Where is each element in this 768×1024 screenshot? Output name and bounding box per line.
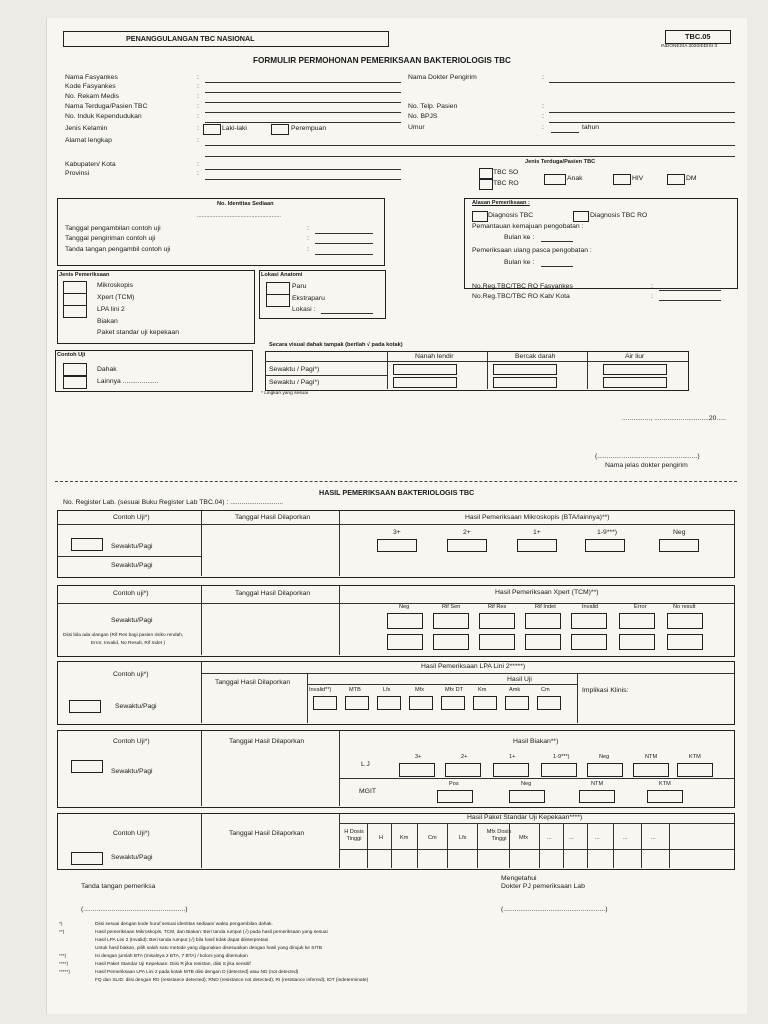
dst-grid-line — [509, 823, 510, 868]
checkbox-bercak-1[interactable] — [493, 364, 557, 375]
lj-col-2: 2+ — [461, 754, 468, 760]
checkbox-lpa-invalid[interactable] — [313, 696, 337, 710]
checkbox-xpert-error-2[interactable] — [619, 634, 655, 650]
xpert-title: Hasil Pemeriksaan Xpert (TCM)**) — [495, 589, 599, 596]
checkbox-lj-1-9[interactable] — [541, 763, 577, 777]
dst-col-h: H — [379, 835, 384, 841]
xpert-date-col: Tanggal Hasil Dilaporkan — [235, 590, 311, 597]
culture-col-line — [339, 730, 340, 806]
dst-col-mfx-dosis-tinggi: Mfx Dosis Tinggi — [486, 829, 512, 843]
checkbox-xpert-rif-sen-2[interactable] — [433, 634, 469, 650]
micro-title: Hasil Pemeriksaan Mikroskopis (BTA/lainnya)**) — [465, 514, 610, 521]
label-diagnosis-tbc: Diagnosis TBC — [488, 212, 534, 219]
colon: : — [651, 283, 653, 290]
micro-grade-1: 1+ — [533, 529, 541, 536]
checkbox-micro-1[interactable] — [517, 539, 557, 552]
dst-grid-line — [367, 823, 368, 868]
label-alamat: Alamat lengkap — [65, 137, 112, 144]
label-bulan-ke-1: Bulan ke : — [504, 234, 535, 241]
label-diagnosis-tbc-ro: Diagnosis TBC RO — [590, 212, 648, 219]
colon: : — [542, 103, 544, 110]
label-dokter-pengirim: Nama Dokter Pengirim — [408, 74, 477, 81]
lpa-col-line — [307, 673, 308, 723]
label-lpa: LPA lini 2 — [97, 306, 125, 313]
checkbox-lj-3[interactable] — [399, 763, 435, 777]
colon: : — [197, 113, 199, 120]
dst-col-lfx: Lfx — [459, 835, 467, 841]
visual-table-row-line — [265, 361, 688, 362]
colon: : — [542, 74, 544, 81]
input-nik[interactable] — [205, 122, 401, 123]
input-tgl-pengambilan[interactable] — [315, 233, 373, 234]
checkbox-anak[interactable] — [544, 174, 566, 185]
form-page — [46, 18, 747, 1014]
suspect-type-title: Jenis Terduga/Pasien TBC — [525, 159, 596, 165]
checkbox-diagnosis-tbc-ro[interactable] — [573, 211, 589, 222]
checkbox-tbc-so[interactable] — [479, 168, 493, 179]
dst-col-extra-4: ... — [623, 835, 628, 841]
checkbox-nanah-2[interactable] — [393, 377, 457, 388]
label-reg-kab: No.Reg.TBC/TBC RO Kab/ Kota — [472, 293, 570, 300]
label-anak: Anak — [567, 175, 583, 182]
label-lokasi: Lokasi : — [292, 306, 316, 313]
xpert-row: Sewaktu/Pagi — [111, 617, 153, 624]
footnote-1: Diisi sesuai dengan kode huruf sesuai identitas sediaan/ waktu pengambilan dahak. — [95, 922, 273, 927]
input-nama-fasyankes[interactable] — [205, 82, 401, 83]
dst-col-extra-2: ... — [569, 835, 574, 841]
visual-table-col-line — [387, 351, 388, 389]
label-ekstraparu: Ekstraparu — [292, 295, 325, 302]
footnote-4: Untuk hasil biakan, pilih salah satu metode yang digunakan disesuaikan dengan hasil yang dirujuk ke SITB — [95, 946, 322, 951]
checkbox-micro-neg[interactable] — [659, 539, 699, 552]
input-telp-pasien[interactable] — [549, 112, 735, 113]
sign-examiner: Tanda tangan pemeriksa — [81, 883, 156, 890]
visual-col-air-liur: Air liur — [625, 353, 645, 360]
colon: : — [542, 124, 544, 131]
dst-grid-line — [391, 823, 392, 868]
lj-col-ktm: KTM — [689, 754, 701, 760]
footnote-7: Hasil Pemeriksaan LPA Lini 2 pada kotak MTB diisi dengan D (detected) atau ND (not detected) — [95, 970, 299, 975]
label-tbc-ro: TBC RO — [493, 180, 519, 187]
footnote-mark-1: *) — [59, 922, 63, 927]
checkbox-dm[interactable] — [667, 174, 685, 185]
label-umur: Umur — [408, 124, 425, 131]
lpa-col-mtb: MTB — [349, 687, 361, 693]
colon: : — [197, 161, 199, 168]
checkbox-xpert-invalid-2[interactable] — [571, 634, 607, 650]
lpa-col-line — [577, 673, 578, 723]
dst-col-extra-3: ... — [595, 835, 600, 841]
checkbox-xpert-no-result-1[interactable] — [667, 613, 703, 629]
checkbox-xpert-rif-indet-1[interactable] — [525, 613, 561, 629]
micro-grade-neg: Neg — [673, 529, 686, 536]
checkbox-bercak-2[interactable] — [493, 377, 557, 388]
program-header-box — [63, 31, 389, 47]
checkbox-mgit-neg[interactable] — [509, 790, 545, 803]
colon: : — [307, 235, 309, 242]
input-bulan-ke-2[interactable] — [541, 266, 573, 267]
checkbox-xpert-no-result-2[interactable] — [667, 634, 703, 650]
checkbox-lpa-mtb[interactable] — [345, 696, 369, 710]
checkbox-lj-neg[interactable] — [587, 763, 623, 777]
checkbox-xpert-neg-1[interactable] — [387, 613, 423, 629]
dst-row: Sewaktu/Pagi — [111, 854, 153, 861]
checkbox-xpert-invalid-1[interactable] — [571, 613, 607, 629]
mgit-col-pos: Pos — [449, 781, 459, 787]
checkbox-tbc-ro[interactable] — [479, 179, 493, 190]
signature-date[interactable]: ..............., .............................20..... — [622, 415, 726, 422]
dst-col-line — [339, 813, 340, 868]
input-lokasi[interactable] — [321, 313, 373, 314]
colon: : — [197, 170, 199, 177]
lpa-col-lfx: Lfx — [383, 687, 391, 693]
footnote-6: Hasil Paket Standar Uji Kepekaan: Diisi R jika resistan, diisi S jika sensitif — [95, 962, 251, 967]
results-title: HASIL PEMERIKSAAN BAKTERIOLOGIS TBC — [319, 488, 475, 497]
culture-title: Hasil Biakan**) — [513, 738, 559, 745]
label-provinsi: Provinsi — [65, 170, 90, 177]
input-no-rekam-medis[interactable] — [205, 102, 401, 103]
lpa-date-col: Tanggal Hasil Dilaporkan — [215, 679, 291, 686]
xpert-col-line — [201, 585, 202, 655]
dst-section — [57, 813, 735, 870]
anatomy-title: Lokasi Anatomi — [261, 272, 303, 278]
input-dokter-pengirim[interactable] — [549, 82, 735, 83]
dst-grid-line — [613, 823, 614, 868]
footnote-8: FQ dan SLID: diisi dengan RD (resistance detected); RND (resistance not detected); RI (resistance inferred); IDT (indeterminate) — [95, 978, 369, 983]
xpert-col-rif-indet: Rif Indet — [535, 604, 556, 610]
micro-date-col: Tanggal Hasil Dilaporkan — [235, 514, 311, 521]
xpert-col-invalid: Invalid — [582, 604, 599, 610]
checkbox-xpert-neg-2[interactable] — [387, 634, 423, 650]
label-jenis-kelamin: Jenis Kelamin — [65, 125, 108, 132]
colon: : — [197, 74, 199, 81]
colon: : — [307, 225, 309, 232]
label-tgl-pengambilan: Tanggal pengambilan contoh uji — [65, 225, 161, 232]
colon: : — [197, 103, 199, 110]
specimen-id-dots[interactable]: ...................................................... — [197, 213, 281, 219]
checkbox-micro-3[interactable] — [377, 539, 417, 552]
micro-sample-col: Contoh Uji*) — [113, 514, 150, 521]
checkbox-hiv[interactable] — [613, 174, 631, 185]
footnote-mark-6: ****) — [59, 962, 69, 967]
dst-col-extra-1: ... — [547, 835, 552, 841]
checkbox-micro-sewaktu[interactable] — [71, 538, 103, 551]
xpert-col-neg: Neg — [399, 604, 410, 610]
checkbox-micro-2[interactable] — [447, 539, 487, 552]
colon: : — [651, 293, 653, 300]
label-dahak: Dahak — [97, 366, 117, 373]
checkbox-air-liur-2[interactable] — [603, 377, 667, 388]
label-perempuan: Perempuan — [291, 125, 327, 132]
label-nama-fasyankes: Nama Fasyankes — [65, 74, 118, 81]
xpert-col-no-result: No result — [673, 604, 696, 610]
footnote-5: Isi dengan jumlah BTA (misalnya 2 BTA, 7 BTA) / koloni yang ditemukan — [95, 954, 248, 959]
input-ttd-pengambil[interactable] — [315, 254, 373, 255]
checkbox-mgit-pos[interactable] — [437, 790, 473, 803]
dst-col-line — [201, 813, 202, 868]
checkbox-xpert-rif-sen-1[interactable] — [433, 613, 469, 629]
checkbox-dahak[interactable] — [63, 363, 87, 376]
label-telp-pasien: No. Telp. Pasien — [408, 103, 458, 110]
micro-row-line — [57, 524, 734, 525]
micro-row-2: Sewaktu/Pagi — [111, 562, 153, 569]
sample-title: Contoh Uji — [57, 352, 86, 358]
input-alamat-1[interactable] — [205, 145, 735, 146]
checkbox-lj-ntm[interactable] — [633, 763, 669, 777]
visual-col-nanah: Nanah lendir — [415, 353, 454, 360]
lj-col-ntm: NTM — [645, 754, 658, 760]
checkbox-lpa-mfx[interactable] — [409, 696, 433, 710]
label-paket-standar: Paket standar uji kepekaan — [97, 329, 179, 336]
lpa-row-line — [201, 673, 734, 674]
sign-known-dots[interactable]: (......................................................) — [501, 906, 608, 913]
culture-mgit: MGIT — [359, 788, 376, 795]
reason-title: Alasan Pemeriksaan : — [472, 200, 530, 206]
form-code-box — [665, 30, 731, 44]
specimen-id-title: No. Identitas Sediaan — [217, 201, 274, 207]
dst-row-line — [339, 849, 734, 850]
checkbox-lpa-mfx-dt[interactable] — [441, 696, 465, 710]
dst-row-line — [339, 823, 734, 824]
input-bpjs[interactable] — [549, 122, 735, 123]
sign-examiner-dots[interactable]: (......................................................) — [81, 906, 188, 913]
lpa-col-mfx: Mfx — [415, 687, 425, 693]
label-nama-pasien: Nama Terduga/Pasien TBC — [65, 103, 148, 110]
label-reg-fasyankes: No.Reg.TBC/TBC RO Fasyankes — [472, 283, 573, 290]
input-reg-fasyankes[interactable] — [659, 290, 721, 291]
checkbox-lpa-lfx[interactable] — [377, 696, 401, 710]
input-provinsi[interactable] — [205, 179, 401, 180]
checkbox-lpa-km[interactable] — [473, 696, 497, 710]
checkbox-xpert-rif-res-2[interactable] — [479, 634, 515, 650]
visual-table-col-line — [487, 351, 488, 389]
input-tgl-pengiriman[interactable] — [315, 243, 373, 244]
dst-sample-col: Contoh Uji*) — [113, 830, 150, 837]
input-alamat-2[interactable] — [205, 156, 735, 157]
checkbox-xpert-error-1[interactable] — [619, 613, 655, 629]
label-bpjs: No. BPJS — [408, 113, 438, 120]
label-paru: Paru — [292, 283, 307, 290]
lpa-col-amk: Amk — [509, 687, 521, 693]
lj-col-neg: Neg — [599, 754, 610, 760]
mgit-col-neg: Neg — [521, 781, 532, 787]
visual-title: Secara visual dahak tampak (berilah √ pada kotak) — [269, 342, 403, 348]
lpa-col-cm: Cm — [541, 687, 550, 693]
exam-type-title: Jenis Pemeriksaan — [59, 272, 110, 278]
xpert-note-1: Diisi bila ada ulangan (Rif Res bagi pasien risiko rendah, — [63, 633, 184, 638]
label-bulan-ke-2: Bulan ke : — [504, 259, 535, 266]
signature-name-dots[interactable]: (.....................................................) — [595, 453, 700, 460]
dst-col-cm: Cm — [428, 835, 437, 841]
culture-row-line — [339, 778, 734, 779]
footnote-mark-7: *****) — [59, 970, 70, 975]
checkbox-ekstraparu[interactable] — [266, 294, 290, 307]
xpert-col-line — [339, 585, 340, 655]
colon: : — [307, 246, 309, 253]
input-bulan-ke-1[interactable] — [541, 241, 573, 242]
form-edition: INDONESIA 2020/EDISI 3 — [661, 44, 717, 49]
checkbox-lj-2[interactable] — [445, 763, 481, 777]
mgit-col-ntm: NTM — [591, 781, 604, 787]
checkbox-xpert-rif-indet-2[interactable] — [525, 634, 561, 650]
form-title: FORMULIR PERMOHONAN PEMERIKSAAN BAKTERIOLOGIS TBC — [253, 56, 511, 65]
dst-title: Hasil Paket Standar Uji Kepekaan****) — [467, 814, 583, 821]
xpert-col-rif-res: Rif Res — [488, 604, 507, 610]
dst-col-km: Km — [400, 835, 409, 841]
lj-col-1-9: 1-9***) — [553, 754, 570, 760]
checkbox-lpa[interactable] — [63, 305, 87, 318]
cut-line — [55, 481, 737, 482]
checkbox-lj-1[interactable] — [493, 763, 529, 777]
culture-col-line — [201, 730, 202, 806]
footnote-2: Hasil pemeriksaan Mikroskopis, TCM, dan Biakan: Beri tanda rumput (√) pada hasil pemeriksaan yang sesuai — [95, 930, 328, 935]
dst-grid-line — [641, 823, 642, 868]
label-tahun: tahun — [582, 124, 600, 131]
checkbox-xpert-rif-res-1[interactable] — [479, 613, 515, 629]
dst-col-mfx: Mfx — [519, 835, 529, 841]
colon: : — [542, 113, 544, 120]
label-laki-laki: Laki-laki — [222, 125, 247, 132]
checkbox-diagnosis-tbc[interactable] — [472, 211, 488, 222]
dst-grid-line — [447, 823, 448, 868]
checkbox-mgit-ktm[interactable] — [647, 790, 683, 803]
reg-lab: No. Register Lab. (sesuai Buku Register Lab TBC.04) : ............................ — [63, 499, 284, 506]
checkbox-perempuan[interactable] — [271, 124, 289, 135]
label-no-rekam-medis: No. Rekam Medis — [65, 93, 120, 100]
label-hiv: HIV — [632, 175, 644, 182]
lpa-col-mfx-dt: Mfx DT — [445, 687, 464, 693]
visual-table-col-line — [587, 351, 588, 389]
dst-col-h-dosis-tinggi: H Dosis Tinggi — [344, 829, 364, 843]
input-reg-kab[interactable] — [659, 300, 721, 301]
dst-grid-line — [587, 823, 588, 868]
label-lainnya: Lainnya ................... — [97, 378, 159, 385]
checkbox-lpa-amk[interactable] — [505, 696, 529, 710]
label-ttd-pengambil: Tanda tangan pengambil contoh uji — [65, 246, 171, 253]
sign-known-2: Dokter PJ pemeriksaan Lab — [501, 883, 585, 890]
label-pemeriksaan-ulang: Pemeriksaan ulang pasca pengobatan : — [472, 247, 592, 254]
lpa-sample-col: Contoh uji*) — [113, 671, 149, 678]
dst-date-col: Tanggal Hasil Dilaporkan — [229, 830, 305, 837]
lj-col-1: 1+ — [509, 754, 516, 760]
mgit-col-ktm: KTM — [659, 781, 671, 787]
culture-lj: L J — [361, 761, 370, 768]
xpert-note-2: Error, Invalid, No Result, Rif Indet ) — [91, 641, 166, 646]
lpa-col-invalid: Invalid**) — [309, 687, 332, 693]
dst-grid-line — [539, 823, 540, 868]
label-kode-fasyankes: Kode Fasyankes — [65, 83, 116, 90]
dst-grid-line — [563, 823, 564, 868]
visual-note: * Lingkari yang sesuai — [261, 391, 308, 396]
xpert-sample-col: Contoh uji*) — [113, 590, 149, 597]
dst-grid-line — [477, 823, 478, 868]
dst-col-extra-5: ... — [651, 835, 656, 841]
label-nik: No. Induk Kependudukan — [65, 113, 142, 120]
checkbox-culture-sewaktu[interactable] — [71, 760, 103, 773]
dst-grid-line — [669, 823, 670, 868]
micro-row-1: Sewaktu/Pagi — [111, 543, 153, 550]
signature-name-label: Nama jelas dokter pengirim — [605, 462, 688, 469]
micro-grade-1-9: 1-9***) — [597, 529, 618, 536]
xpert-row-line — [57, 603, 734, 604]
micro-row-line — [57, 556, 202, 557]
input-kode-fasyankes[interactable] — [205, 92, 401, 93]
input-umur[interactable] — [551, 132, 579, 133]
label-kabupaten: Kabupaten/ Kota — [65, 161, 116, 168]
colon: : — [197, 137, 199, 144]
colon: : — [197, 125, 199, 132]
colon: : — [197, 93, 199, 100]
micro-grade-2: 2+ — [463, 529, 471, 536]
checkbox-lpa-sewaktu[interactable] — [69, 700, 101, 713]
checkbox-nanah-1[interactable] — [393, 364, 457, 375]
footnote-3: Hasil LPA Lini 2 (Invalid): Beri tanda rumput (√) bila hasil tidak dapat diinterpretasi — [95, 938, 269, 943]
visual-row-2: Sewaktu / Pagi*) — [269, 379, 320, 386]
micro-col-line — [201, 510, 202, 576]
lpa-row: Sewaktu/Pagi — [115, 703, 157, 710]
sign-known: Mengetahui — [501, 875, 537, 882]
label-tbc-so: TBC SO — [493, 169, 519, 176]
lpa-row-line — [307, 684, 577, 685]
footnote-mark-5: ***) — [59, 954, 67, 959]
lpa-title: Hasil Pemeriksaan LPA Lini 2*****) — [421, 663, 526, 670]
culture-sample-col: Contoh Uji*) — [113, 738, 150, 745]
micro-grade-3: 3+ — [393, 529, 401, 536]
culture-date-col: Tanggal Hasil Dilaporkan — [229, 738, 305, 745]
lpa-clinical: Implikasi Klinis: — [582, 687, 629, 694]
micro-col-line — [339, 510, 340, 576]
label-tgl-pengiriman: Tanggal pengiriman contoh uji — [65, 235, 156, 242]
colon: : — [197, 83, 199, 90]
form-code: TBC.05 — [685, 32, 711, 41]
label-biakan: Biakan — [97, 318, 118, 325]
visual-table-row-line — [265, 375, 388, 376]
dst-grid-line — [417, 823, 418, 868]
checkbox-mgit-ntm[interactable] — [579, 790, 615, 803]
label-xpert: Xpert (TCM) — [97, 294, 135, 301]
checkbox-lj-ktm[interactable] — [677, 763, 713, 777]
lpa-col-line — [201, 661, 202, 723]
lpa-subtitle: Hasil Uji — [507, 676, 532, 683]
label-pemantauan: Pemantauan kemajuan pengobatan : — [472, 223, 584, 230]
input-kabupaten[interactable] — [205, 169, 401, 170]
checkbox-dst-sewaktu[interactable] — [71, 852, 103, 865]
lpa-col-km: Km — [478, 687, 487, 693]
checkbox-lainnya[interactable] — [63, 376, 87, 389]
checkbox-laki-laki[interactable] — [203, 124, 221, 135]
xpert-col-error: Error — [634, 604, 647, 610]
label-dm: DM — [686, 175, 697, 182]
program-name: PENANGGULANGAN TBC NASIONAL — [126, 34, 255, 43]
checkbox-micro-1-9[interactable] — [585, 539, 625, 552]
input-nama-pasien[interactable] — [205, 112, 401, 113]
visual-col-bercak: Bercak darah — [515, 353, 556, 360]
checkbox-air-liur-1[interactable] — [603, 364, 667, 375]
lj-col-3: 3+ — [415, 754, 422, 760]
checkbox-lpa-cm[interactable] — [537, 696, 561, 710]
visual-row-1: Sewaktu / Pagi*) — [269, 366, 320, 373]
lpa-section — [57, 661, 735, 725]
xpert-col-rif-sen: Rif Sen — [442, 604, 461, 610]
culture-row: Sewaktu/Pagi — [111, 768, 153, 775]
label-mikroskopis: Mikroskopis — [97, 282, 133, 289]
footnote-mark-2: **) — [59, 930, 65, 935]
